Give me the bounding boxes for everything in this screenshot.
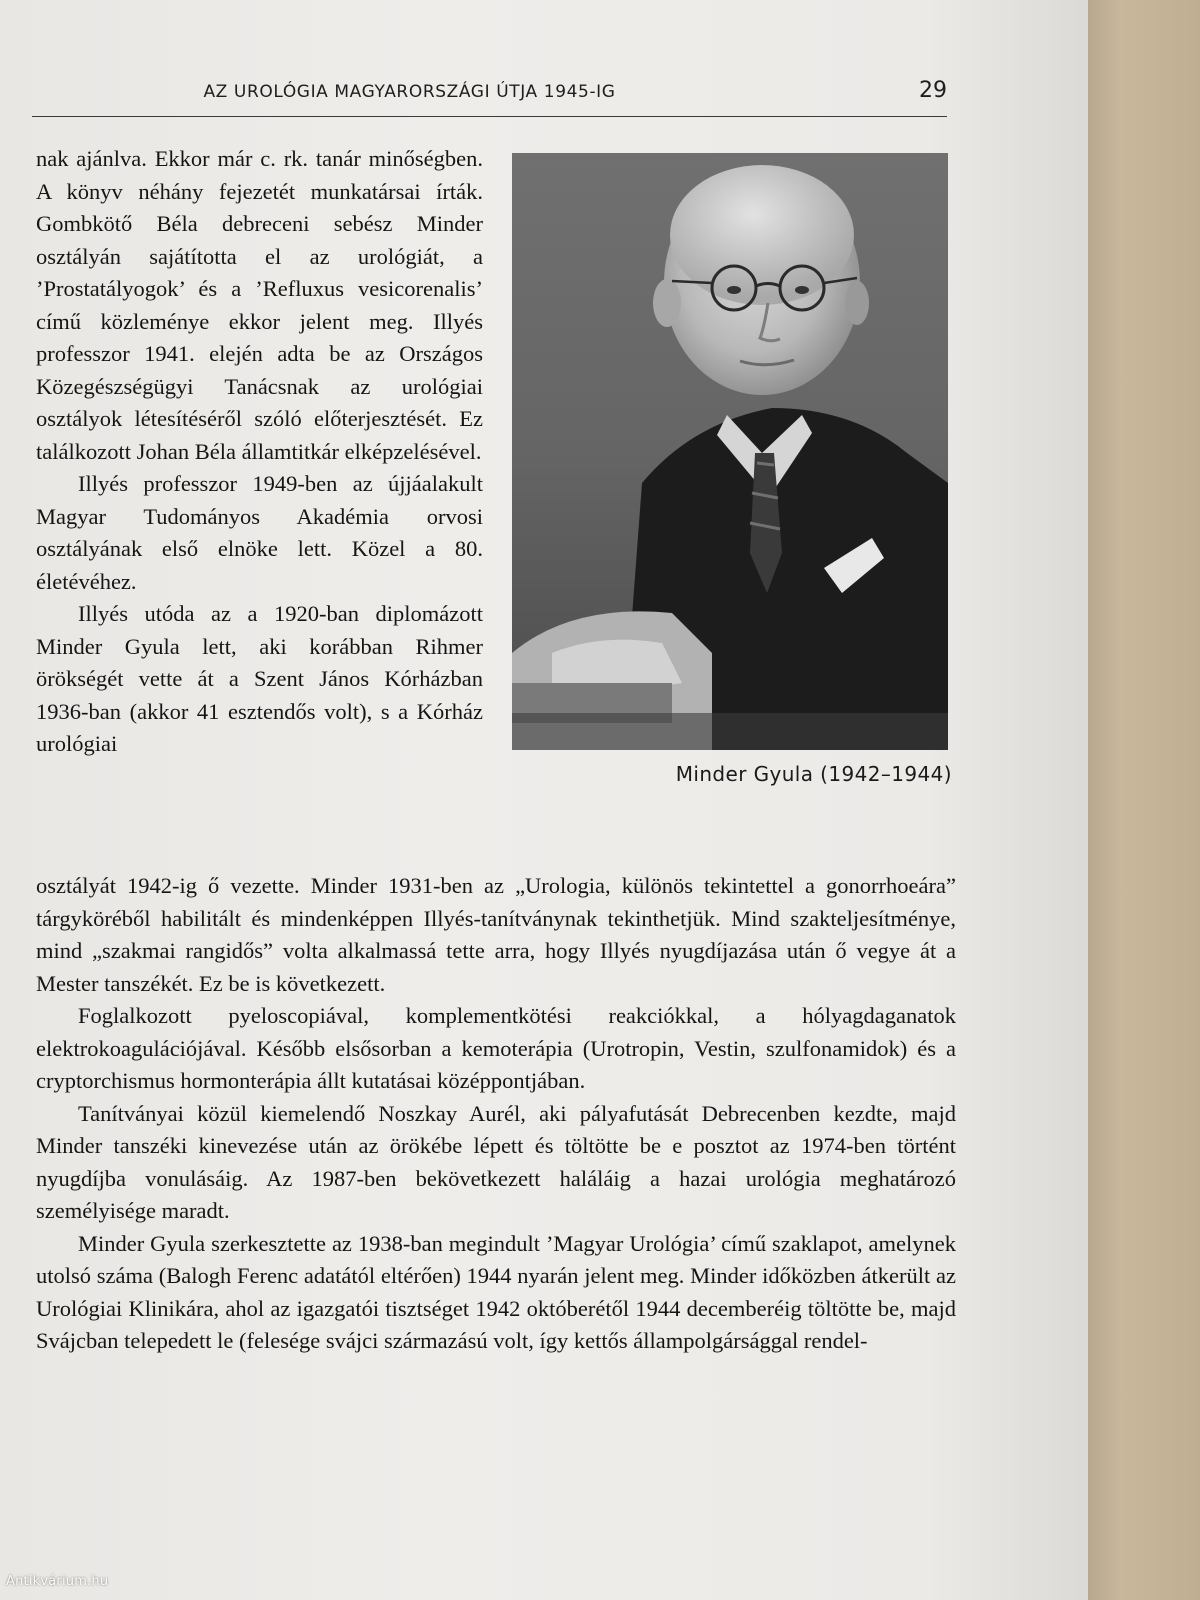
page-number: 29 [919, 78, 947, 103]
page-edge-background [1088, 0, 1200, 1600]
running-header [32, 70, 947, 117]
paragraph-5: Foglalkozott pyeloscopiával, komplementkötési reakciókkal, a hólyagdaganatok elektrokoagulációjával. Később elsősorban a kemoterápia (Urotropin, Vestin, szulfonamidok) és a cryptorchismus hormonterápia állt kutatásai középpontjában. [36, 1003, 956, 1093]
photo-caption: Minder Gyula (1942–1944) [675, 762, 952, 786]
paragraph-3: Illyés utóda az a 1920-ban diplomázott Minder Gyula lett, aki korábban Rihmer örökségét vette át a Szent János Kórházban 1936-ban (akkor 41 esztendős volt), s a Kórház urológiai [36, 601, 483, 756]
paragraph-2: Illyés professzor 1949-ben az újjáalakult Magyar Tudományos Akadémia orvosi osztályának első elnöke lett. Közel a 80. életévéhez. [36, 471, 483, 594]
narrow-text-column [36, 143, 483, 761]
portrait-photo [512, 153, 948, 750]
paragraph-4: osztályát 1942-ig ő vezette. Minder 1931-ben az „Urologia, különös tekintettel a gonorrhoeára” tárgyköréből habilitált és mindenképpen Illyés-tanítványnak tekinthetjük. Mind szakteljesítménye, mind „szakmai rangidős” volta alkalmassá tette arra, hogy Illyés nyugdíjazása után ő vegye át a Mester tanszékét. Ez be is következett. [36, 873, 956, 996]
full-width-text [36, 870, 956, 1358]
site-watermark: Antikvárium.hu [6, 1574, 109, 1589]
paragraph-1: nak ajánlva. Ekkor már c. rk. tanár minőségben. A könyv néhány fejezetét munkatársai írták. Gombkötő Béla debreceni sebész Minder osztályán sajátította el az urológiát, a ’Prostatályogok’ és a ’Refluxus vesicorenalis’ című közleménye ekkor jelent meg. Illyés professzor 1941. elején adta be az Országos Közegészségügyi Tanácsnak az urológiai osztályok létesítéséről szóló előterjesztését. Ez találkozott Johan Béla államtitkár elképzelésével. [36, 146, 483, 464]
portrait-illustration [512, 153, 948, 750]
paragraph-7: Minder Gyula szerkesztette az 1938-ban megindult ’Magyar Urológia’ című szaklapot, amelynek utolsó száma (Balogh Ferenc adatától eltérően) 1944 nyarán jelent meg. Minder időközben átkerült az Urológiai Klinikára, ahol az igazgatói tisztséget 1942 októberétől 1944 decemberéig töltötte be, majd Svájcban telepedett le (felesége svájci származású volt, így kettős állampolgársággal rendel- [36, 1230, 956, 1353]
running-title: AZ UROLÓGIA MAGYARORSZÁGI ÚTJA 1945-IG [203, 82, 616, 102]
paragraph-6: Tanítványai közül kiemelendő Noszkay Aurél, aki pályafutását Debrecenben kezdte, majd Minder tanszéki kinevezése után az örökébe lépett és töltötte be e posztot az 1974-ben történt nyugdíjba vonulásáig. Az 1987-ben bekövetkezett haláláig a hazai urológia meghatározó személyisége maradt. [36, 1100, 956, 1223]
